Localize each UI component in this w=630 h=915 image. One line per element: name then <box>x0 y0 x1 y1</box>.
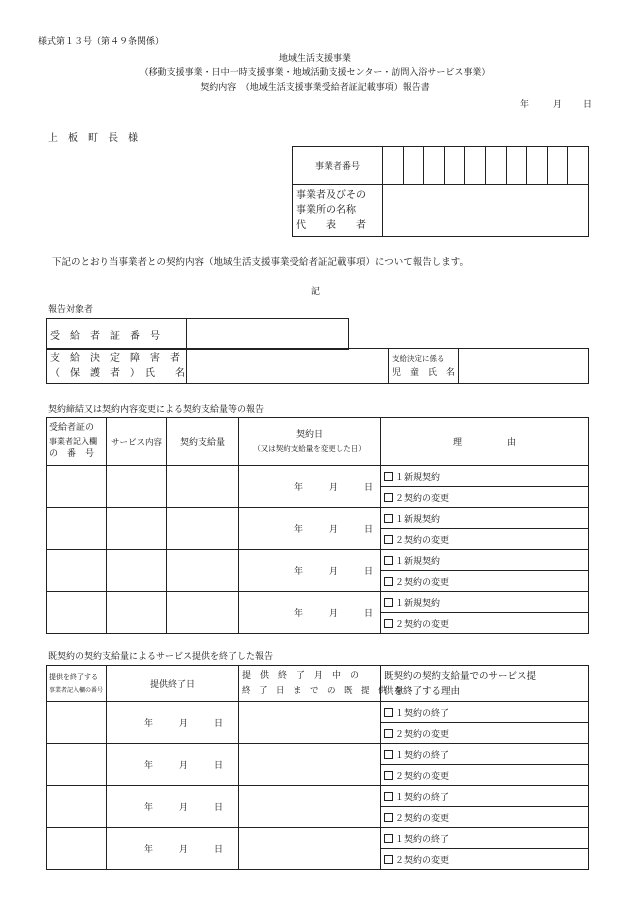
contract-date-field[interactable]: 年 月 日 <box>239 466 381 508</box>
term-col1-line2: 事業者記入欄の番号 <box>49 686 104 694</box>
option-contract-end[interactable]: １契約の終了 <box>381 786 589 807</box>
checkbox-icon[interactable] <box>384 577 393 586</box>
option-contract-change[interactable]: ２契約の変更 <box>381 723 589 744</box>
option-contract-change[interactable]: ２契約の変更 <box>381 765 589 786</box>
provider-number-cell[interactable] <box>465 147 486 185</box>
contract-amount-field[interactable] <box>167 466 239 508</box>
term-provided-amount-field[interactable] <box>239 786 381 828</box>
contract-amount-field[interactable] <box>167 592 239 634</box>
term-provided-amount-field[interactable] <box>239 828 381 870</box>
term-col2-header: 提供終了日 <box>107 666 239 702</box>
cert-number-field[interactable] <box>187 319 349 350</box>
checkbox-icon[interactable] <box>384 472 393 481</box>
target-person-table <box>46 348 589 384</box>
contract-number-field[interactable] <box>47 466 107 508</box>
term-col3-line2: 終 了 日 ま で の 既 提 供 量 <box>242 685 404 696</box>
contract-col2-header: サービス内容 <box>107 418 167 466</box>
ki-mark: 記 <box>311 287 321 297</box>
provider-number-cell[interactable] <box>444 147 465 185</box>
checkbox-icon[interactable] <box>384 493 393 502</box>
contract-col1-line2: 事業者記入欄 <box>49 437 97 446</box>
contract-service-field[interactable] <box>107 550 167 592</box>
term-number-field[interactable] <box>47 828 107 870</box>
contract-service-field[interactable] <box>107 508 167 550</box>
option-new-contract[interactable]: １新規契約 <box>381 508 589 529</box>
child-label-1: 支給決定に係る <box>392 354 445 363</box>
term-col3-line1: 提 供 終 了 月 中 の <box>242 670 360 681</box>
contract-col3-header: 契約支給量 <box>167 418 239 466</box>
provider-table <box>292 146 589 237</box>
target-cert-table <box>46 318 349 350</box>
option-contract-end[interactable]: １契約の終了 <box>381 744 589 765</box>
contract-col4-line2: （又は契約支給量を変更した日） <box>253 443 366 453</box>
provider-number-cell[interactable] <box>485 147 506 185</box>
term-col4-line1: 既契約の契約支給量でのサービス提 <box>384 670 537 682</box>
contract-date-field[interactable]: 年 月 日 <box>239 592 381 634</box>
checkbox-icon[interactable] <box>384 834 393 843</box>
provider-rep-label: 代 表 者 <box>296 220 366 231</box>
title-line-3: 契約内容 （地域生活支援事業受給者証記載事項）報告書 <box>200 83 430 93</box>
contract-number-field[interactable] <box>47 592 107 634</box>
title-line-1: 地域生活支援事業 <box>278 54 351 64</box>
provider-number-label: 事業者番号 <box>293 147 383 185</box>
contract-table <box>46 417 589 634</box>
contract-col5-header: 理 由 <box>381 418 589 466</box>
checkbox-icon[interactable] <box>384 771 393 780</box>
term-number-field[interactable] <box>47 744 107 786</box>
person-label-2: （ 保 護 者 ） 氏 名 <box>50 368 185 379</box>
checkbox-icon[interactable] <box>384 619 393 628</box>
cert-number-label: 受 給 者 証 番 号 <box>47 319 187 350</box>
provider-number-cell[interactable] <box>568 147 589 185</box>
contract-date-field[interactable]: 年 月 日 <box>239 508 381 550</box>
provider-name-label-2: 事業所の名称 <box>296 205 356 216</box>
term-provided-amount-field[interactable] <box>239 702 381 744</box>
target-heading: 報告対象者 <box>48 305 94 315</box>
contract-col4-line1: 契約日 <box>295 429 323 440</box>
term-end-date-field[interactable]: 年 月 日 <box>107 702 239 744</box>
provider-number-cell[interactable] <box>403 147 424 185</box>
contract-service-field[interactable] <box>107 466 167 508</box>
option-contract-change[interactable]: ２契約の変更 <box>381 849 589 870</box>
term-number-field[interactable] <box>47 786 107 828</box>
checkbox-icon[interactable] <box>384 813 393 822</box>
checkbox-icon[interactable] <box>384 792 393 801</box>
term-end-date-field[interactable]: 年 月 日 <box>107 786 239 828</box>
option-new-contract[interactable]: １新規契約 <box>381 550 589 571</box>
provider-name-label-1: 事業者及びその <box>296 190 366 201</box>
contract-amount-field[interactable] <box>167 508 239 550</box>
provider-number-cell[interactable] <box>424 147 445 185</box>
option-contract-end[interactable]: １契約の終了 <box>381 828 589 849</box>
checkbox-icon[interactable] <box>384 598 393 607</box>
option-new-contract[interactable]: １新規契約 <box>381 466 589 487</box>
form-number: 様式第１３号（第４９条関係） <box>38 37 165 47</box>
provider-number-cell[interactable] <box>383 147 404 185</box>
checkbox-icon[interactable] <box>384 556 393 565</box>
option-contract-change[interactable]: ２契約の変更 <box>381 571 589 592</box>
checkbox-icon[interactable] <box>384 750 393 759</box>
contract-number-field[interactable] <box>47 508 107 550</box>
provider-number-cell[interactable] <box>547 147 568 185</box>
checkbox-icon[interactable] <box>384 855 393 864</box>
option-contract-change[interactable]: ２契約の変更 <box>381 529 589 550</box>
provider-number-cell[interactable] <box>527 147 548 185</box>
option-new-contract[interactable]: １新規契約 <box>381 592 589 613</box>
option-contract-change[interactable]: ２契約の変更 <box>381 487 589 508</box>
checkbox-icon[interactable] <box>384 535 393 544</box>
termination-heading: 既契約の契約支給量によるサービス提供を終了した報告 <box>48 652 274 662</box>
contract-heading: 契約締結又は契約内容変更による契約支給量等の報告 <box>48 405 265 415</box>
option-contract-end[interactable]: １契約の終了 <box>381 702 589 723</box>
child-label-2: 児 童 氏 名 <box>392 368 456 378</box>
child-name-field[interactable] <box>459 349 589 384</box>
contract-amount-field[interactable] <box>167 550 239 592</box>
title-line-2: （移動支援事業・日中一時支援事業・地域活動支援センター・訪問入浴サービス事業） <box>139 68 491 78</box>
provider-number-cell[interactable] <box>506 147 527 185</box>
term-end-date-field[interactable]: 年 月 日 <box>107 828 239 870</box>
contract-service-field[interactable] <box>107 592 167 634</box>
provider-name-field[interactable] <box>383 185 589 237</box>
contract-col1-line1: 受給者証の <box>49 423 95 433</box>
statement: 下記のとおり当事業者との契約内容（地域生活支援事業受給者証記載事項）について報告します。 <box>52 257 470 268</box>
option-contract-change[interactable]: ２契約の変更 <box>381 613 589 634</box>
checkbox-icon[interactable] <box>384 729 393 738</box>
date-day: 日 <box>583 100 593 110</box>
person-label-1: 支 給 決 定 障 害 者 <box>50 353 180 364</box>
addressee: 上 板 町 長 様 <box>48 133 138 144</box>
term-number-field[interactable] <box>47 702 107 744</box>
term-provided-amount-field[interactable] <box>239 744 381 786</box>
termination-table <box>46 665 589 870</box>
contract-date-field[interactable]: 年 月 日 <box>239 550 381 592</box>
contract-number-field[interactable] <box>47 550 107 592</box>
term-col4-line2: 供を終了する理由 <box>384 685 461 697</box>
date-month: 月 <box>553 100 563 110</box>
term-end-date-field[interactable]: 年 月 日 <box>107 744 239 786</box>
person-name-field[interactable] <box>187 349 389 384</box>
checkbox-icon[interactable] <box>384 708 393 717</box>
option-contract-change[interactable]: ２契約の変更 <box>381 807 589 828</box>
checkbox-icon[interactable] <box>384 514 393 523</box>
term-col1-line1: 提供を終了する <box>49 672 98 681</box>
contract-col1-line3: の 番 号 <box>49 449 95 459</box>
date-year: 年 <box>520 100 530 110</box>
